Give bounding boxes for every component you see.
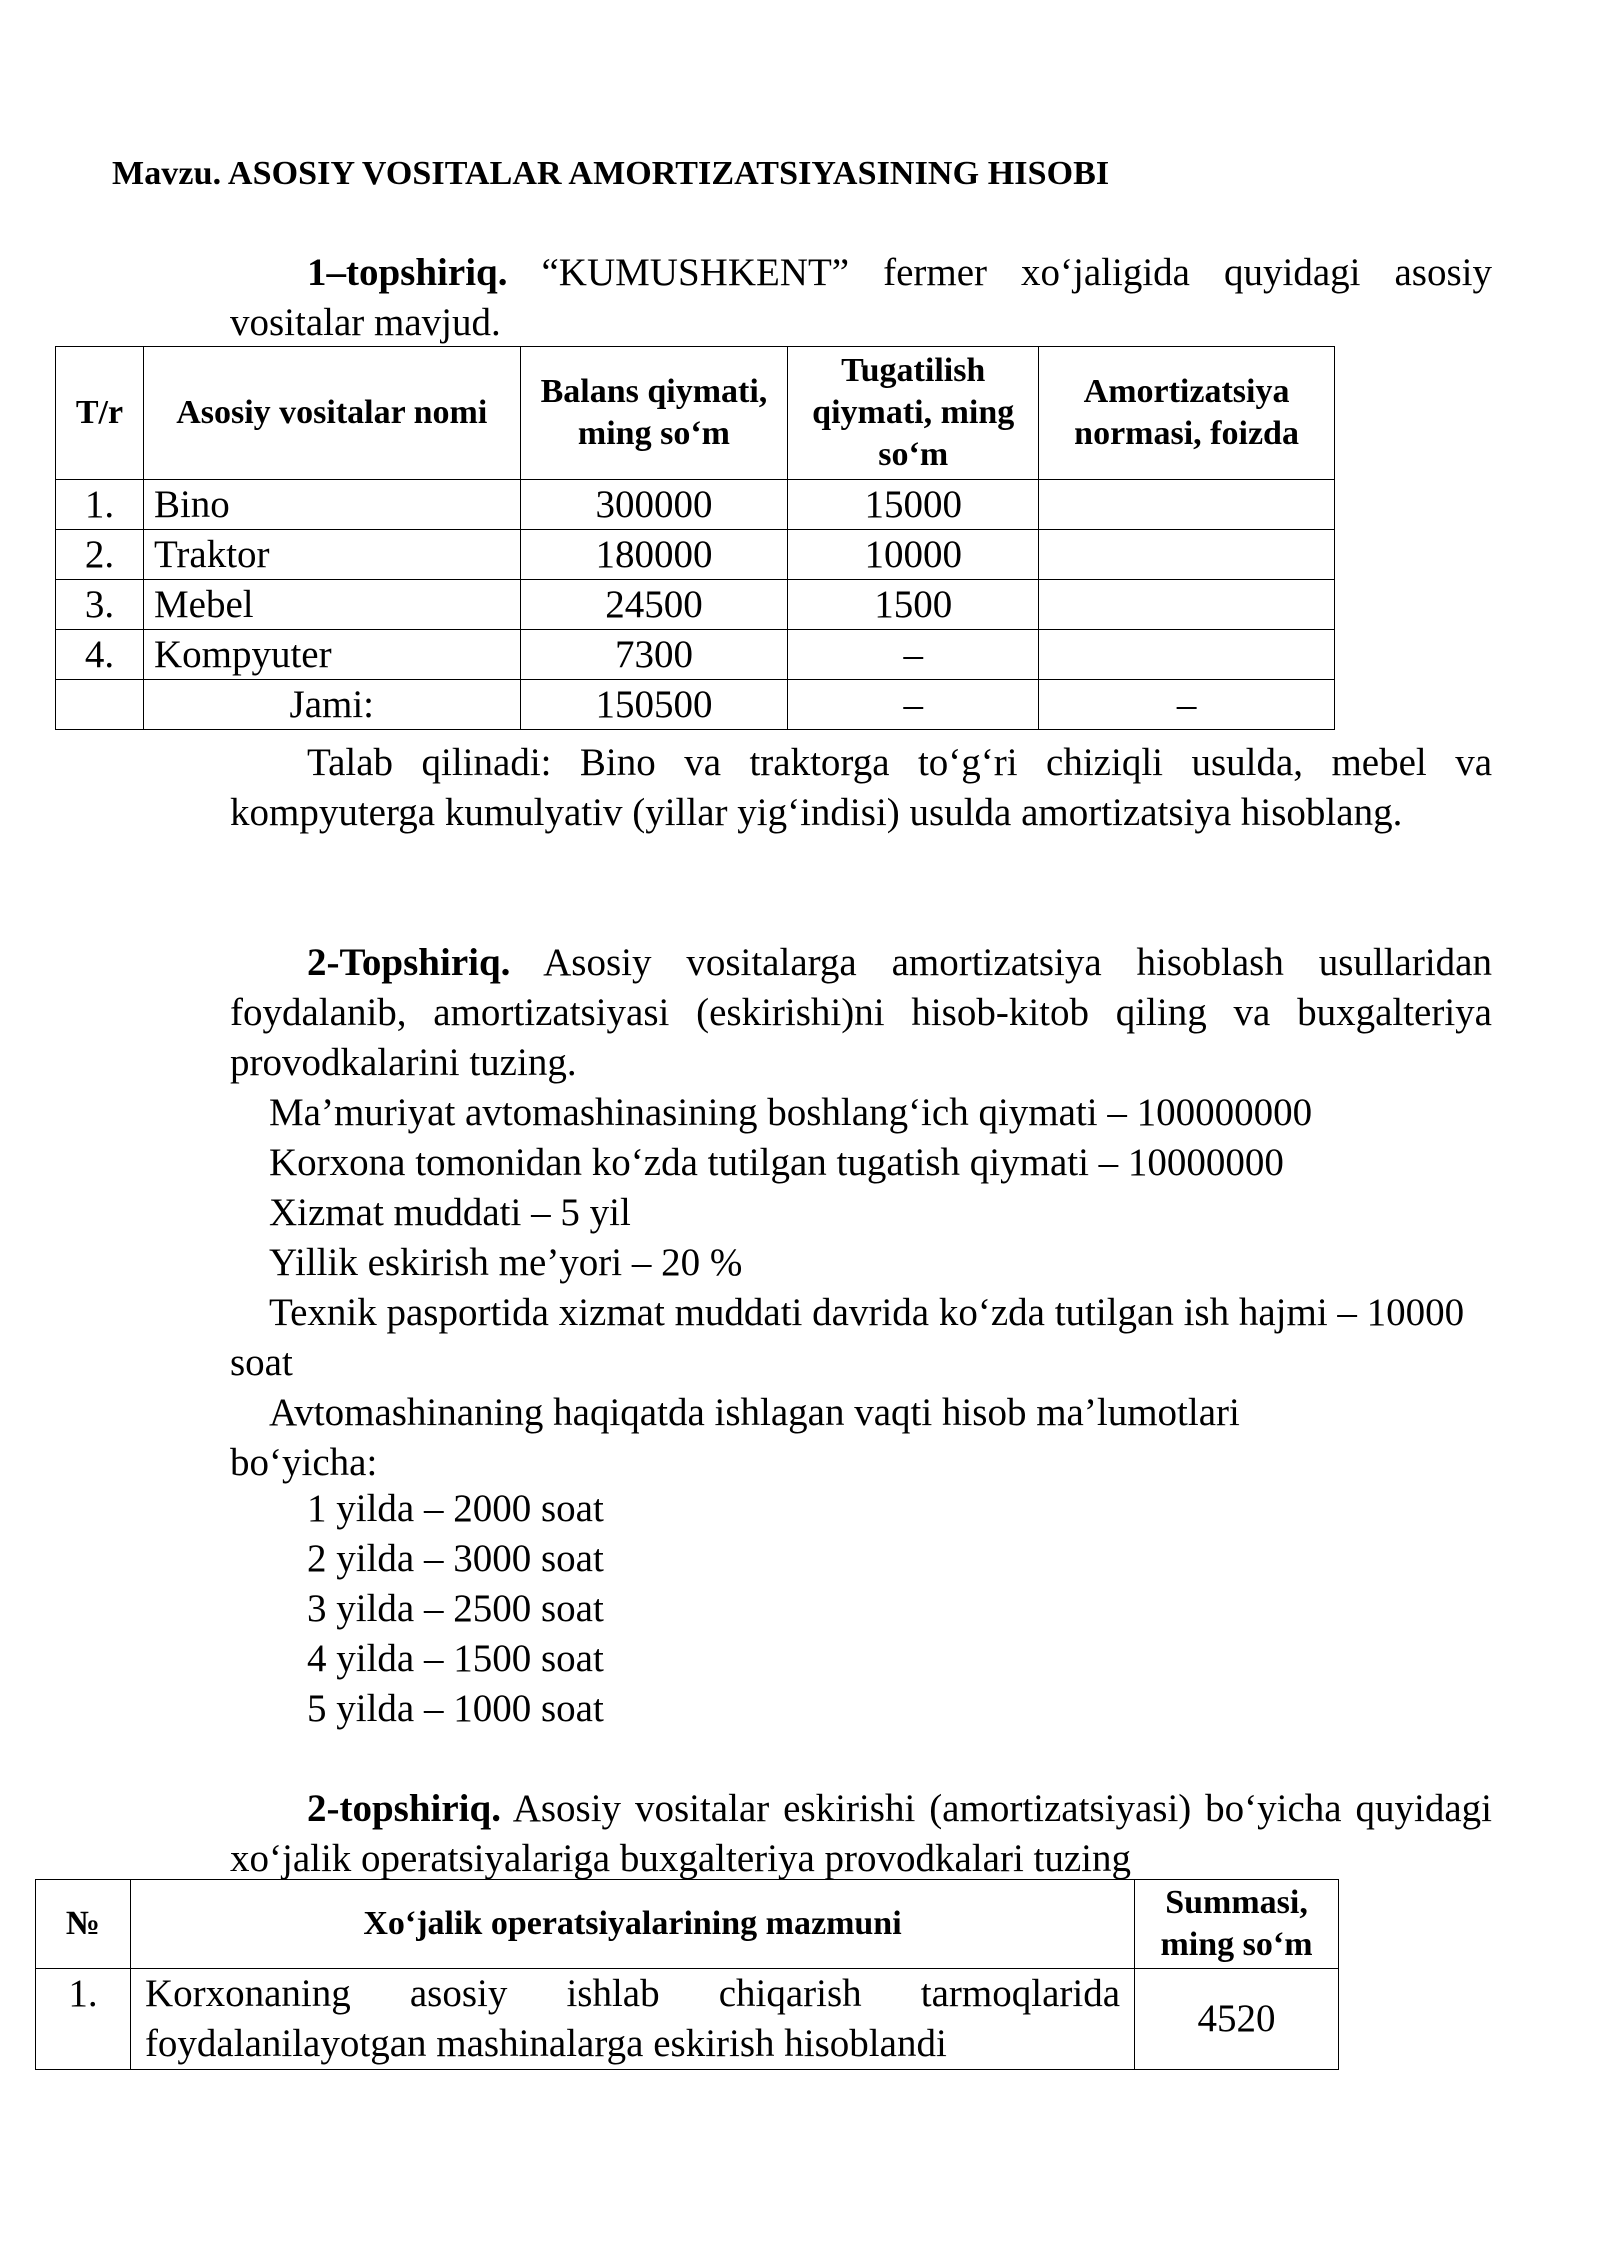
col-header: Tugatilish qiymati, ming so‘m	[788, 347, 1039, 480]
task3-text: Asosiy vositalar eskirishi (amortizatsiyasi) bo‘yicha quyidagi xo‘jalik operatsiyalariga buxgalteriya provodkalari tuzing	[230, 1787, 1492, 1880]
asset-name: Mebel	[143, 580, 520, 630]
row-number: 1.	[36, 1969, 131, 2070]
operation-amount: 4520	[1135, 1969, 1339, 2070]
task1-text: “KUMUSHKENT” fermer xo‘jaligida quyidagi asosiy vositalar mavjud.	[230, 251, 1492, 344]
salvage-value: –	[788, 630, 1039, 680]
task1-requirement: Talab qilinadi: Bino va traktorga to‘g‘ri chiziqli usulda, mebel va kompyuterga kumulyativ (yillar yig‘indisi) usulda amortizatsiya hisoblang.	[230, 741, 1492, 834]
table-row	[56, 480, 1335, 530]
asset-name: Kompyuter	[143, 630, 520, 680]
document-title: Mavzu. ASOSIY VOSITALAR AMORTIZATSIYASINING HISOBI	[112, 155, 1110, 192]
task1-intro	[230, 248, 1492, 348]
total-label: Jami:	[143, 680, 520, 730]
year-hours-item: 2 yilda – 3000 soat	[307, 1537, 604, 1580]
balance-value: 7300	[520, 630, 788, 680]
year-hours-item: 5 yilda – 1000 soat	[307, 1687, 604, 1730]
operations-table	[35, 1879, 1339, 2070]
task2-line: Xizmat muddati – 5 yil	[269, 1191, 631, 1234]
table-row	[56, 530, 1335, 580]
salvage-value: 1500	[788, 580, 1039, 630]
asset-name: Bino	[143, 480, 520, 530]
table-row	[56, 580, 1335, 630]
row-number: 3.	[56, 580, 144, 630]
table-header-row	[56, 347, 1335, 480]
total-rate: –	[1039, 680, 1335, 730]
col-header: T/r	[56, 347, 144, 480]
year-hours-item: 3 yilda – 2500 soat	[307, 1587, 604, 1630]
task3-intro	[230, 1784, 1492, 1884]
table-total-row	[56, 680, 1335, 730]
year-hours-item: 4 yilda – 1500 soat	[307, 1637, 604, 1680]
task1-label: 1–topshiriq.	[307, 251, 508, 294]
task2-line: Korxona tomonidan ko‘zda tutilgan tugatish qiymati – 10000000	[269, 1141, 1284, 1184]
task2-line: Yillik eskirish me’yori – 20 %	[269, 1241, 743, 1284]
work-hours-list	[307, 1484, 604, 1734]
total-balance: 150500	[520, 680, 788, 730]
task2-line: Texnik pasportida xizmat muddati davrida ko‘zda tutilgan ish hajmi – 10000 soat	[230, 1291, 1465, 1384]
salvage-value: 10000	[788, 530, 1039, 580]
fixed-assets-table	[55, 346, 1335, 730]
task2-line: Avtomashinaning haqiqatda ishlagan vaqti hisob ma’lumotlari bo‘yicha:	[230, 1391, 1240, 1484]
col-header: Xo‘jalik operatsiyalarining mazmuni	[130, 1880, 1134, 1969]
col-header: Balans qiymati, ming so‘m	[520, 347, 788, 480]
depreciation-rate	[1039, 630, 1335, 680]
task2-intro	[230, 938, 1492, 1088]
depreciation-rate	[1039, 580, 1335, 630]
row-number: 2.	[56, 530, 144, 580]
depreciation-rate	[1039, 480, 1335, 530]
task2-details	[230, 1088, 1492, 1488]
total-salvage: –	[788, 680, 1039, 730]
total-number	[56, 680, 144, 730]
col-header: Asosiy vositalar nomi	[143, 347, 520, 480]
col-header: Amortizatsiya normasi, foizda	[1039, 347, 1335, 480]
balance-value: 300000	[520, 480, 788, 530]
task2-text: Asosiy vositalarga amortizatsiya hisoblash usullaridan foydalanib, amortizatsiyasi (eskirishi)ni hisob-kitob qiling va buxgalteriya provodkalarini tuzing.	[230, 941, 1492, 1084]
task2-line: Ma’muriyat avtomashinasining boshlang‘ich qiymati – 100000000	[269, 1091, 1313, 1134]
table-row	[36, 1969, 1339, 2070]
task3-label: 2-topshiriq.	[307, 1787, 501, 1830]
col-header: Summasi, ming so‘m	[1135, 1880, 1339, 1969]
balance-value: 180000	[520, 530, 788, 580]
operation-description: Korxonaning asosiy ishlab chiqarish tarmoqlarida foydalanilayotgan mashinalarga eskirish hisoblandi	[130, 1969, 1134, 2070]
balance-value: 24500	[520, 580, 788, 630]
task2-label: 2-Topshiriq.	[307, 941, 511, 984]
table-header-row	[36, 1880, 1339, 1969]
row-number: 1.	[56, 480, 144, 530]
year-hours-item: 1 yilda – 2000 soat	[307, 1487, 604, 1530]
depreciation-rate	[1039, 530, 1335, 580]
row-number: 4.	[56, 630, 144, 680]
asset-name: Traktor	[143, 530, 520, 580]
salvage-value: 15000	[788, 480, 1039, 530]
table-row	[56, 630, 1335, 680]
col-header: №	[36, 1880, 131, 1969]
